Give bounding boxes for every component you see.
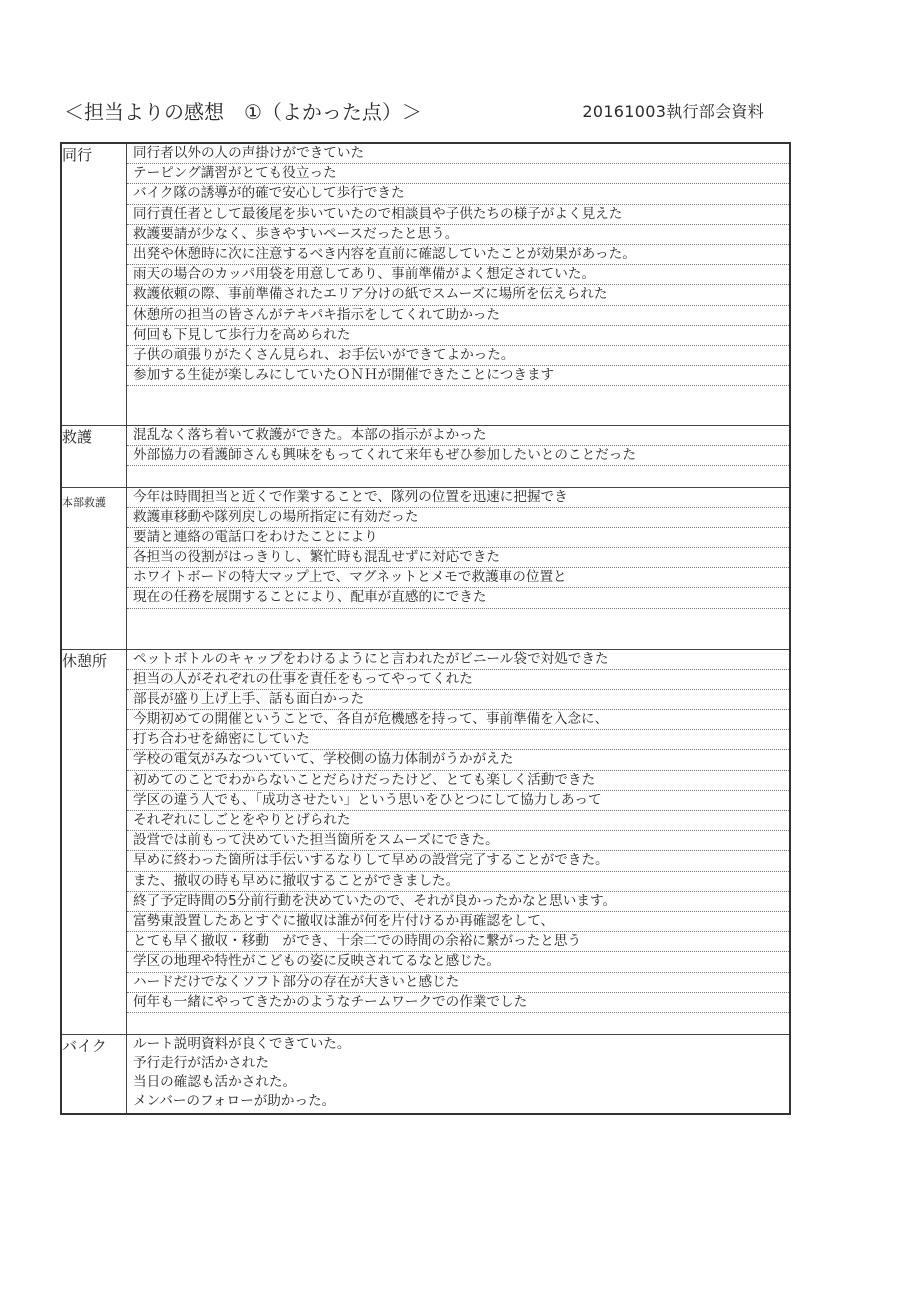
list-item: 各担当の役割がはっきりし、繁忙時も混乱せずに対応できた xyxy=(127,548,789,568)
list-item: 初めてのことでわからないことだらけだったけど、とても楽しく活動できた xyxy=(127,771,789,791)
items-cell xyxy=(127,1034,791,1114)
items-cell xyxy=(127,487,791,649)
items-cell xyxy=(127,143,791,425)
list-item: 出発や休憩時に次に注意するべき内容を直前に確認していたことが効果があった。 xyxy=(127,245,789,265)
feedback-table xyxy=(60,142,791,1115)
list-item: ペットボトルのキャップをわけるようにと言われたがビニール袋で対処できた xyxy=(127,650,789,670)
page-header xyxy=(64,96,764,124)
list-item: 富勢東設置したあとすぐに撤収は誰が何を片付けるか再確認をして、 xyxy=(127,912,789,932)
section-row-hq-first-aid xyxy=(61,487,790,649)
section-row-bike xyxy=(61,1034,790,1114)
items-cell xyxy=(127,649,791,1034)
list-item: 要請と連絡の電話口をわけたことにより xyxy=(127,528,789,548)
list-item: 子供の頑張りがたくさん見られ、お手伝いができてよかった。 xyxy=(127,346,789,366)
list-item: バイク隊の誘導が的確で安心して歩行できた xyxy=(127,184,789,204)
list-item: 予行走行が活かされた xyxy=(133,1054,269,1071)
list-item: 学区の地理や特性がこどもの姿に反映されてるなと感じた。 xyxy=(127,952,789,972)
list-item: 救護車移動や隊列戻しの場所指定に有効だった xyxy=(127,508,789,528)
list-item: 当日の確認も活かされた。 xyxy=(133,1073,297,1090)
list-item: 今期初めての開催ということで、各自が危機感を持って、事前準備を入念に、 xyxy=(127,710,789,730)
list-item: 雨天の場合のカッパ用袋を用意してあり、事前準備がよく想定されていた。 xyxy=(127,265,789,285)
list-item: 救護依頼の際、事前準備されたエリア分けの紙でスムーズに場所を伝えられた xyxy=(127,285,789,305)
list-item: テーピング講習がとても役立った xyxy=(127,164,789,184)
list-item: 設営では前もって決めていた担当箇所をスムーズにできた。 xyxy=(127,831,789,851)
list-item: 学校の電気がみなついていて、学校側の協力体制がうかがえた xyxy=(127,750,789,770)
list-item: 現在の任務を展開することにより、配車が直感的にできた xyxy=(127,588,789,608)
list-item: 休憩所の担当の皆さんがテキパキ指示をしてくれて助かった xyxy=(127,306,789,326)
list-item: 外部協力の看護師さんも興味をもってくれて来年もぜひ参加したいとのことだった xyxy=(127,446,789,466)
list-item: 救護要請が少なく、歩きやすいペースだったと思う。 xyxy=(127,225,789,245)
section-row-first-aid xyxy=(61,425,790,487)
list-item: 学区の違う人でも、「成功させたい」という思いをひとつにして協力しあって xyxy=(127,791,789,811)
items-cell xyxy=(127,425,791,487)
list-item: メンバーのフォローが助かった。 xyxy=(133,1093,336,1110)
list-item: 混乱なく落ち着いて救護ができた。本部の指示がよかった xyxy=(127,426,789,446)
list-item: 終了予定時間の5分前行動を決めていたので、それが良かったかなと思います。 xyxy=(127,892,789,912)
list-item: 部長が盛り上げ上手、話も面白かった xyxy=(127,690,789,710)
list-item: 何回も下見して歩行力を高められた xyxy=(127,326,789,346)
category-cell: 本部救護 xyxy=(61,487,127,649)
list-item: 参加する生徒が楽しみにしていたＯＮＨが開催できたことにつきます xyxy=(127,366,789,386)
list-item: また、撤収の時も早めに撤収することができました。 xyxy=(127,872,789,892)
category-cell: 同行 xyxy=(61,143,127,425)
list-item: ルート説明資料が良くできていた。 xyxy=(133,1035,351,1052)
page-title: ＜担当よりの感想 ①（よかった点）＞ xyxy=(64,99,422,124)
category-cell: 休憩所 xyxy=(61,649,127,1034)
list-item: 今年は時間担当と近くで作業することで、隊列の位置を迅速に把握でき xyxy=(127,488,789,508)
list-item: 同行責任者として最後尾を歩いていたので相談員や子供たちの様子がよく見えた xyxy=(127,205,789,225)
category-cell: 救護 xyxy=(61,425,127,487)
list-item: それぞれにしごとをやりとげられた xyxy=(127,811,789,831)
list-item: 打ち合わせを綿密にしていた xyxy=(127,730,789,750)
section-row-rest-area xyxy=(61,649,790,1034)
list-item: 何年も一緒にやってきたかのようなチームワークでの作業でした xyxy=(127,993,789,1013)
list-item: 担当の人がそれぞれの仕事を責任をもってやってくれた xyxy=(127,670,789,690)
list-item: ホワイトボードの特大マップ上で、マグネットとメモで救護車の位置と xyxy=(127,568,789,588)
list-item: とても早く撤収・移動 ができ、十余二での時間の余裕に繋がったと思う xyxy=(127,932,789,952)
document-date-label: 20161003執行部会資料 xyxy=(582,101,764,121)
list-item: 早めに終わった箇所は手伝いするなりして早めの設営完了することができた。 xyxy=(127,851,789,871)
list-item: ハードだけでなくソフト部分の存在が大きいと感じた xyxy=(127,973,789,993)
list-item: 同行者以外の人の声掛けができていた xyxy=(127,144,789,164)
category-cell: バイク xyxy=(61,1034,127,1114)
section-row-accompany xyxy=(61,143,790,425)
